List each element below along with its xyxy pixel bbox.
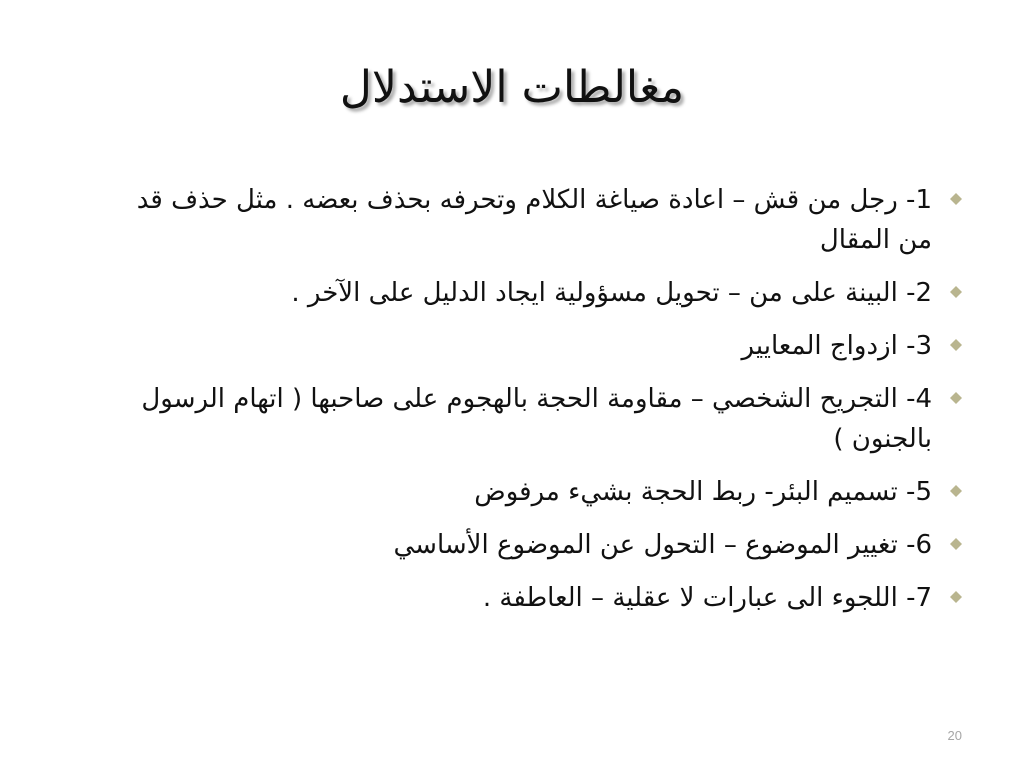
bullet-item-5 xyxy=(114,472,964,512)
diamond-bullet-icon xyxy=(948,284,964,300)
diamond-bullet-icon xyxy=(948,337,964,353)
bullet-text-5: 5- تسميم البئر- ربط الحجة بشيء مرفوض xyxy=(474,477,932,507)
diamond-bullet-icon xyxy=(948,589,964,605)
bullet-text-2: 2- البينة على من – تحويل مسؤولية ايجاد الدليل على الآخر . xyxy=(291,278,932,308)
bullet-text-6: 6- تغيير الموضوع – التحول عن الموضوع الأساسي xyxy=(393,530,932,560)
bullet-item-1 xyxy=(114,180,964,260)
bullet-item-3 xyxy=(114,326,964,366)
diamond-bullet-icon xyxy=(948,191,964,207)
diamond-bullet-icon xyxy=(948,536,964,552)
diamond-bullet-icon xyxy=(948,483,964,499)
bullet-item-6 xyxy=(114,525,964,565)
bullet-list xyxy=(114,180,964,631)
bullet-text-7: 7- اللجوء الى عبارات لا عقلية – العاطفة . xyxy=(482,583,932,613)
bullet-text-3: 3- ازدواج المعايير xyxy=(741,331,932,361)
page-number: 20 xyxy=(947,728,962,743)
bullet-item-4 xyxy=(114,379,964,459)
slide-title: مغالطات الاستدلال xyxy=(339,62,685,113)
bullet-text-4: 4- التجريح الشخصي – مقاومة الحجة بالهجوم على صاحبها ( اتهام الرسول بالجنون ) xyxy=(141,384,932,454)
diamond-bullet-icon xyxy=(948,390,964,406)
bullet-text-1: 1- رجل من قش – اعادة صياغة الكلام وتحرفه بحذف بعضه . مثل حذف قد من المقال xyxy=(136,185,932,255)
bullet-item-7 xyxy=(114,578,964,618)
bullet-item-2 xyxy=(114,273,964,313)
